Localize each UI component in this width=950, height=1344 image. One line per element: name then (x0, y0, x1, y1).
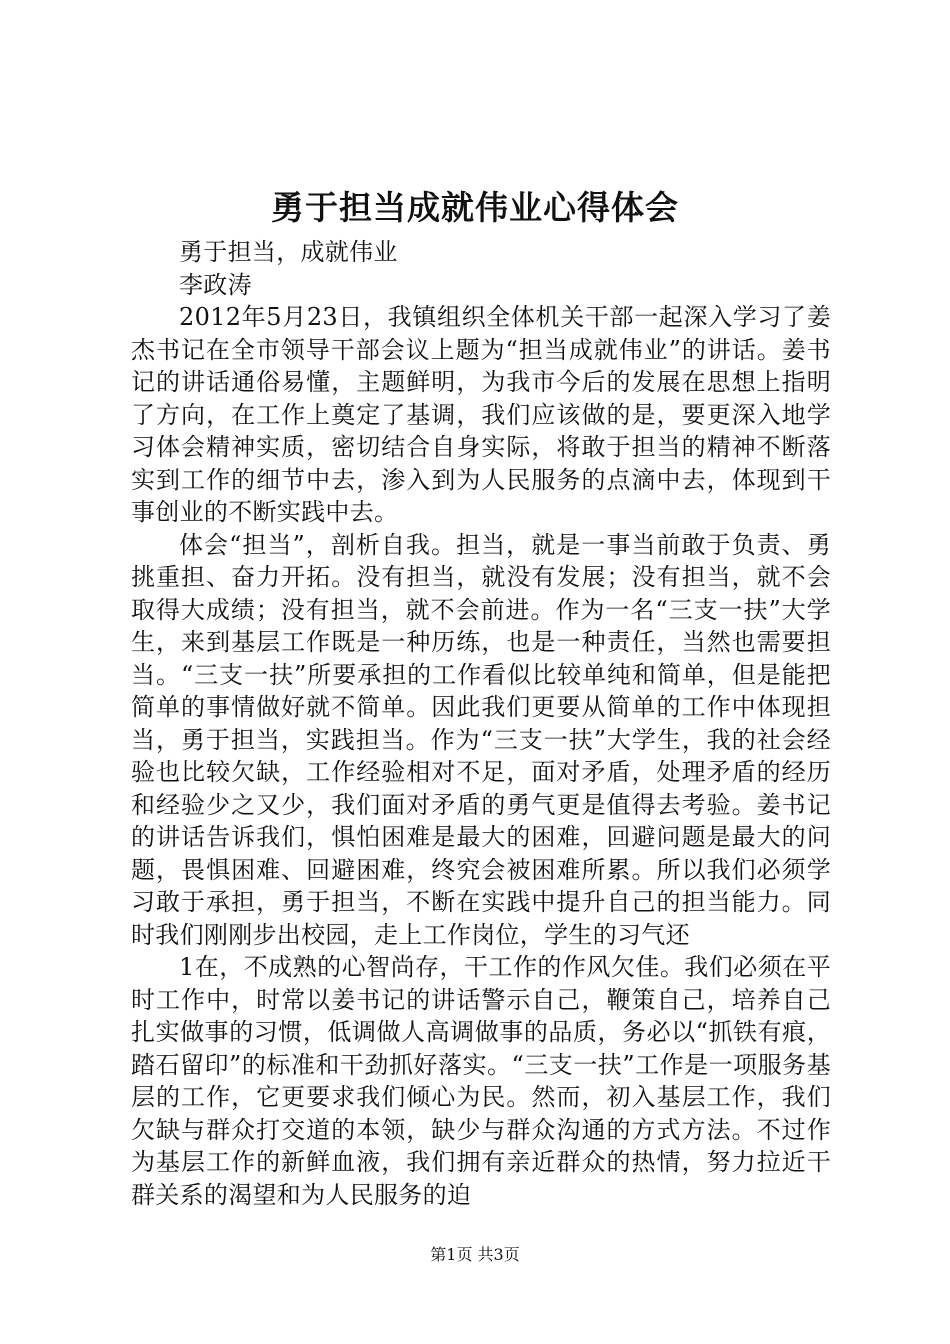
paragraph-intro: 2012年5月23日，我镇组织全体机关干部一起深入学习了姜杰书记在全市领导干部会议上题为“担当成就伟业”的讲话。姜书记的讲话通俗易懂，主题鲜明，为我市今后的发展在思想上指明了方向，在工作上奠定了基调，我们应该做的是，要更深入地学习体会精神实质，密切结合自身实际，将敢于担当的精神不断落实到工作的细节中去，渗入到为人民服务的点滴中去，体现到干事创业的不断实践中去。 (131, 303, 831, 526)
document-title: 勇于担当成就伟业心得体会 (271, 188, 679, 227)
author-line: 李政涛 (179, 270, 252, 299)
document-body (131, 236, 831, 1211)
page-footer: 第1页 共3页 (430, 1245, 520, 1264)
subtitle-line: 勇于担当，成就伟业 (179, 238, 398, 266)
paragraph-continuation: 1在，不成熟的心智尚存，干工作的作风欠佳。我们必须在平时工作中，时常以姜书记的讲话警示自己，鞭策自己，培养自己扎实做事的习惯，低调做人高调做事的品质，务必以“抓铁有痕，踏石留印”的标准和干劲抓好落实。“三支一扶”工作是一项服务基层的工作，它更要求我们倾心为民。然而，初入基层工作，我们欠缺与群众打交道的本领，缺少与群众沟通的方式方法。不过作为基层工作的新鲜血液，我们拥有亲近群众的热情，努力拉近干群关系的渴望和为人民服务的迫 (131, 953, 831, 1209)
paragraph-understanding: 体会“担当”，剖析自我。担当，就是一事当前敢于负责、勇挑重担、奋力开拓。没有担当，就没有发展；没有担当，就不会取得大成绩；没有担当，就不会前进。作为一名“三支一扶”大学生，来到基层工作既是一种历练，也是一种责任，当然也需要担当。“三支一扶”所要承担的工作看似比较单纯和简单，但是能把简单的事情做好就不简单。因此我们更要从简单的工作中体现担当，勇于担当，实践担当。作为“三支一扶”大学生，我的社会经验也比较欠缺，工作经验相对不足，面对矛盾，处理矛盾的经历和经验少之又少，我们面对矛盾的勇气更是值得去考验。姜书记的讲话告诉我们，惧怕困难是最大的困难，回避问题是最大的问题，畏惧困难、回避困难，终究会被困难所累。所以我们必须学习敢于承担，勇于担当，不断在实践中提升自己的担当能力。同时我们刚刚步出校园，走上工作岗位，学生的习气还 (131, 530, 831, 949)
